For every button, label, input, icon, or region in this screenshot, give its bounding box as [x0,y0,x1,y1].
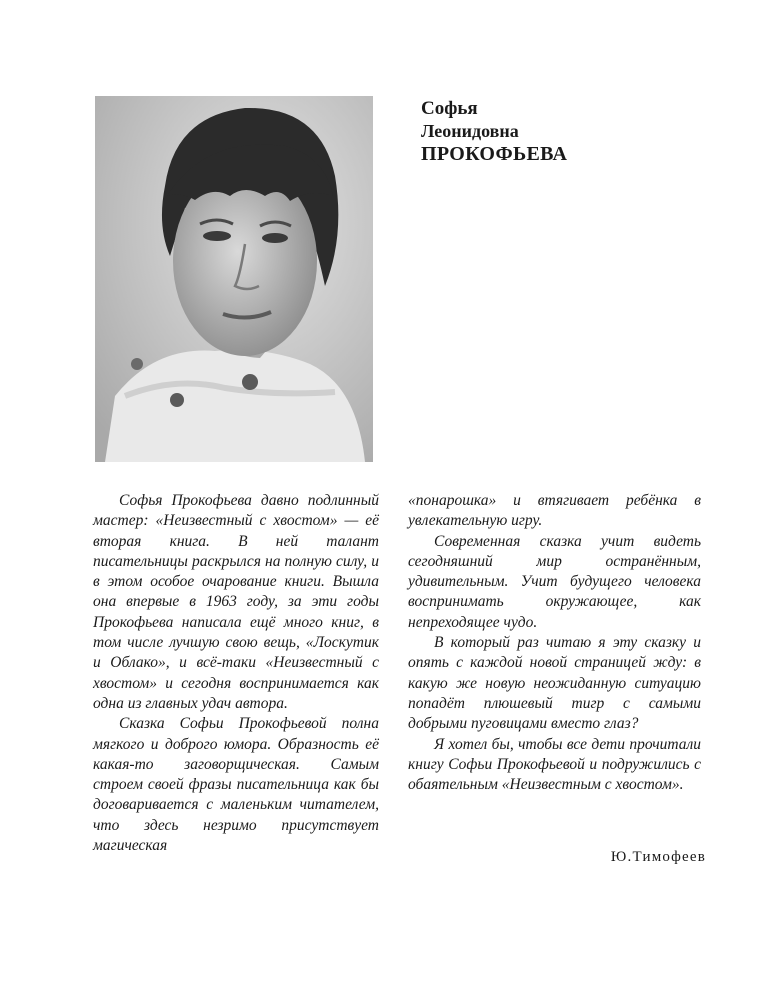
article-signature: Ю.Тимофеев [610,849,706,865]
author-name [421,97,701,166]
author-patronymic: Леонидовна [421,121,519,141]
article-paragraph: Софья Прокофьева давно подлинный мастер: «Неизвестный с хвостом» — её вторая книга. В ней талант писательницы раскрылся на полную силу, и в этом особое очарование книги. Вышла она впервые в 1963 году, за эти годы Прокофьева написала ещё много книг, в том числе лучшую свою вещь, «Лоскутик и Облако», и всё-таки «Неизвестный с хвостом» и сегодня воспринимается как одна из главных удач автора. [93,492,379,712]
author-portrait [95,96,373,462]
article-paragraph-continuation: «понарошка» и втягивает ребёнка в увлекательную игру. [408,492,701,530]
author-photo-icon [95,96,373,462]
article-paragraph: В который раз читаю я эту сказку и опять с каждой новой страницей жду: в какую же новую неожиданную ситуацию попадёт плюшевый тигр с самыми добрыми пуговицами вместо глаз? [408,634,701,733]
article-column-right [408,491,701,795]
article-paragraph: Современная сказка учит видеть сегодняшний мир остранённым, удивительным. Учит будущего человека воспринимать окружающее, как непреходящее чудо. [408,532,701,631]
author-first-name: Софья [421,98,478,119]
article-paragraph: Я хотел бы, чтобы все дети прочитали книгу Софьи Прокофьевой и подружились с обаятельным «Неизвестным с хвостом». [408,735,701,794]
author-surname: ПРОКОФЬЕВА [421,143,568,165]
article-paragraph: Сказка Софьи Прокофьевой полна мягкого и доброго юмора. Образность её какая-то заговорщическая. Самым строем своей фразы писательница как бы договаривается с маленьким читателем, что здесь незримо присутствует магическая [93,715,379,855]
article-column-left [93,491,379,856]
